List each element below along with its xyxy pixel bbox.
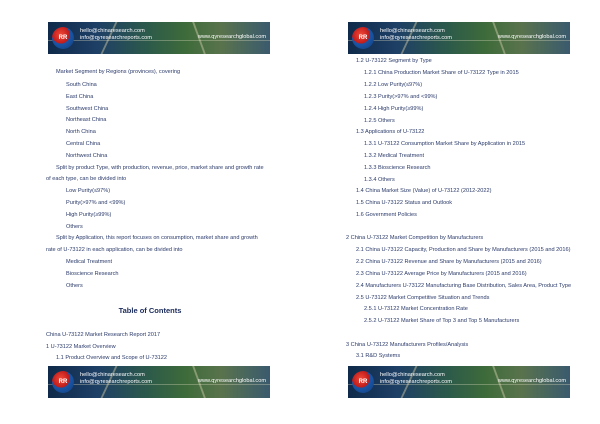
banner-email[interactable]: info@qyresearchreports.com xyxy=(80,379,152,385)
type-item: Purity(>97% and <99%) xyxy=(66,200,126,206)
banner-website[interactable]: www.qyresearchglobal.com xyxy=(497,34,566,40)
toc-entry[interactable]: 2 China U-73122 Market Competition by Manufacturers xyxy=(346,235,484,241)
toc-entry[interactable]: 3 China U-73122 Manufacturers Profiles/Analysis xyxy=(346,342,469,348)
toc-entry[interactable]: 1.6 Government Policies xyxy=(356,212,417,218)
toc-entry[interactable]: 2.4 Manufacturers U-73122 Manufacturing Base Distribution, Sales Area, Product Type xyxy=(356,283,572,289)
body-text: Market Segment by Regions (provinces), covering xyxy=(56,69,181,75)
toc-entry[interactable]: 2.5.2 U-73122 Market Share of Top 3 and Top 5 Manufacturers xyxy=(364,318,520,324)
body-text: of each type, can be divided into xyxy=(46,176,127,182)
toc-entry[interactable]: 1.2.1 China Production Market Share of U-73122 Type in 2015 xyxy=(364,70,519,76)
toc-entry[interactable]: China U-73122 Market Research Report 2017 xyxy=(46,332,161,338)
toc-entry[interactable]: 1.3.1 U-73122 Consumption Market Share by Application in 2015 xyxy=(364,141,526,147)
brand-logo: RR xyxy=(52,371,74,393)
region-item: Southwest China xyxy=(66,106,109,112)
toc-entry[interactable]: 1.3.2 Medical Treatment xyxy=(364,153,425,159)
toc-heading: Table of Contents xyxy=(118,306,182,315)
region-item: East China xyxy=(66,94,94,100)
banner-email[interactable]: info@qyresearchreports.com xyxy=(380,379,452,385)
region-item: Northwest China xyxy=(66,153,108,159)
toc-entry[interactable]: 2.2 China U-73122 Revenue and Share by Manufacturers (2015 and 2016) xyxy=(356,259,542,265)
banner-email[interactable]: hello@chinaresearch.com xyxy=(80,28,145,34)
banner-email[interactable]: hello@chinaresearch.com xyxy=(380,372,445,378)
toc-entry[interactable]: 1.1 Product Overview and Scope of U-73122 xyxy=(56,355,168,361)
region-item: Northeast China xyxy=(66,117,107,123)
banner-email[interactable]: hello@chinaresearch.com xyxy=(80,372,145,378)
application-item: Bioscience Research xyxy=(66,271,119,277)
toc-entry[interactable]: 2.5.1 U-73122 Market Concentration Rate xyxy=(364,306,468,312)
type-item: Low Purity(≤97%) xyxy=(66,188,111,194)
type-item: Others xyxy=(66,224,83,230)
body-text: Split by product Type, with production, revenue, price, market share and growth rate xyxy=(56,165,264,171)
toc-entry[interactable]: 1.3 Applications of U-73122 xyxy=(356,129,425,135)
document-page-right xyxy=(300,0,600,424)
toc-entry[interactable]: 2.5 U-73122 Market Competitive Situation and Trends xyxy=(356,295,490,301)
banner-email[interactable]: info@qyresearchreports.com xyxy=(80,35,152,41)
toc-entry[interactable]: 1.2.5 Others xyxy=(364,118,395,124)
toc-entry[interactable]: 1.3.4 Others xyxy=(364,177,395,183)
banner-website[interactable]: www.qyresearchglobal.com xyxy=(197,34,266,40)
brand-logo: RR xyxy=(52,27,74,49)
toc-entry[interactable]: 2.1 China U-73122 Capacity, Production and Share by Manufacturers (2015 and 2016) xyxy=(356,247,571,253)
body-text: Split by Application, this report focuses on consumption, market share and growth xyxy=(56,235,258,241)
toc-entry[interactable]: 1.3.3 Bioscience Research xyxy=(364,165,431,171)
toc-entry[interactable]: 1.5 China U-73122 Status and Outlook xyxy=(356,200,453,206)
toc-entry[interactable]: 1 U-73122 Market Overview xyxy=(46,344,116,350)
toc-entry[interactable]: 1.2.3 Purity(>97% and <99%) xyxy=(364,94,438,100)
header-banner xyxy=(48,22,270,54)
region-item: South China xyxy=(66,82,97,88)
banner-email[interactable]: hello@chinaresearch.com xyxy=(380,28,445,34)
application-item: Others xyxy=(66,283,83,289)
toc-entry[interactable]: 1.2 U-73122 Segment by Type xyxy=(356,58,432,64)
toc-entry[interactable]: 1.2.4 High Purity(≥99%) xyxy=(364,106,424,112)
region-item: Central China xyxy=(66,141,101,147)
region-item: North China xyxy=(66,129,96,135)
header-banner xyxy=(348,22,570,54)
banner-website[interactable]: www.qyresearchglobal.com xyxy=(497,378,566,384)
toc-entry[interactable]: 1.2.2 Low Purity(≤97%) xyxy=(364,82,423,88)
toc-entry[interactable]: 3.1 R&D Systems xyxy=(356,353,401,359)
banner-email[interactable]: info@qyresearchreports.com xyxy=(380,35,452,41)
type-item: High Purity(≥99%) xyxy=(66,212,112,218)
banner-website[interactable]: www.qyresearchglobal.com xyxy=(197,378,266,384)
footer-banner xyxy=(348,366,570,398)
footer-banner xyxy=(48,366,270,398)
brand-logo: RR xyxy=(352,27,374,49)
application-item: Medical Treatment xyxy=(66,259,113,265)
toc-entry[interactable]: 1.4 China Market Size (Value) of U-73122 (2012-2022) xyxy=(356,188,492,194)
toc-entry[interactable]: 2.3 China U-73122 Average Price by Manufacturers (2015 and 2016) xyxy=(356,271,527,277)
brand-logo: RR xyxy=(352,371,374,393)
body-text: rate of U-73122 in each application, can be divided into xyxy=(46,247,183,253)
